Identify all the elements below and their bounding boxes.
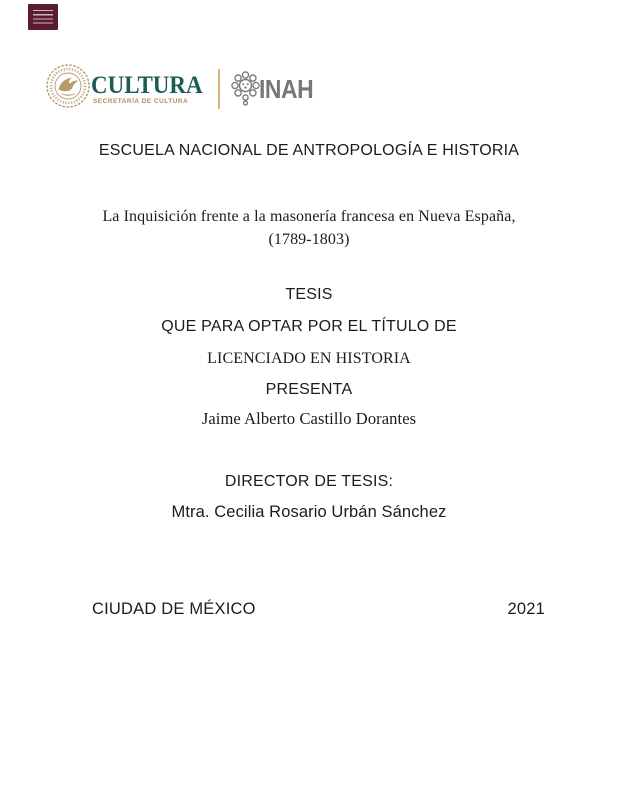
cultura-wordmark: CULTURA — [91, 72, 203, 99]
thesis-title-line2: (1789-1803) — [268, 231, 350, 248]
year-label: 2021 — [507, 600, 545, 618]
inah-emblem-icon — [231, 71, 260, 106]
stamp-microtext — [33, 10, 53, 25]
tesis-heading: TESIS — [285, 286, 333, 303]
presenta-label: PRESENTA — [265, 381, 353, 398]
school-name: ESCUELA NACIONAL DE ANTROPOLOGÍA E HISTORIA — [98, 142, 520, 159]
gobierno-stamp-icon — [28, 4, 58, 30]
city-label: CIUDAD DE MÉXICO — [92, 600, 256, 618]
director-name: Mtra. Cecilia Rosario Urbán Sánchez — [171, 503, 447, 521]
inah-wordmark: INAH — [259, 74, 314, 104]
director-label: DIRECTOR DE TESIS: — [224, 473, 394, 490]
eagle-seal-icon — [45, 62, 91, 110]
logo-divider — [218, 69, 220, 109]
thesis-title — [0, 205, 618, 251]
thesis-title-line1: La Inquisición frente a la masonería francesa en Nueva España, — [102, 208, 516, 225]
degree-program: LICENCIADO EN HISTORIA — [207, 350, 411, 367]
degree-request-line: QUE PARA OPTAR POR EL TÍTULO DE — [161, 318, 457, 335]
author-name: Jaime Alberto Castillo Dorantes — [201, 409, 417, 428]
cultura-subtitle: SECRETARÍA DE CULTURA — [93, 98, 189, 105]
